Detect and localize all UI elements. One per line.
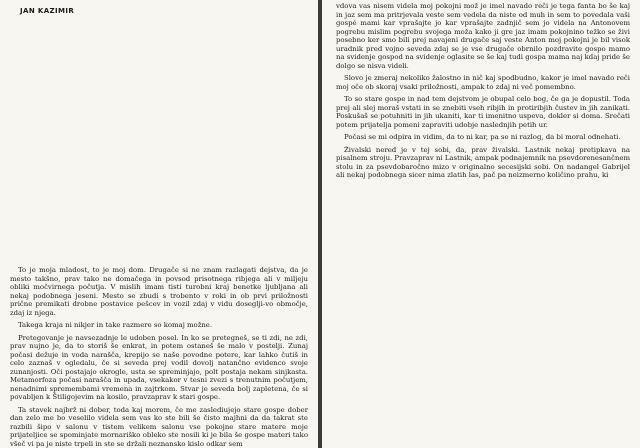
paragraph: Počasi se mi odpira in vidim, da to ni kar, pa se ni razlog, da bi moral odnehati. bbox=[344, 133, 621, 141]
paragraph: To so stare gospe in nad tem dejstvom je obupal celo bog, če ga je dopustil. Toda prej ali slej moraš vstati in se znebiti vseh ribjih in protiribjih čustev in jih zanikati. Poskušaš se potuhniti in jih ukaniti, kar ti imenitno uspeva, dokler si doma. Srečati potem prijatelja pomeni zapraviti udobje naslednjih petih ur. bbox=[336, 95, 630, 129]
paragraph: Živalski nered je v tej sobi, da, prav živalski. Lastnik nekaj pretipkava na pisalnem stroju. Pravzaprav ni Lastnik, ampak podnajemnik na psevdorenesančnem stolu in za psevdobaročno mizo v originalno secesijski sobi. On nadangel Gabrijel ali nekaj podobnega sicer nima zlatih las, pač pa neizmerno količino prahu, ki bbox=[336, 145, 630, 179]
right-page-body bbox=[336, 2, 630, 180]
running-head: JAN KAZIMIR bbox=[20, 7, 75, 15]
left-page bbox=[0, 0, 318, 448]
paragraph: Slovo je zmeraj nekoliko žalostno in nič kaj spodbudno, kakor je imel navado reči moj oče ob skoraj vsaki priložnosti, ampak to zdaj ni več pomembno. bbox=[336, 74, 630, 91]
paragraph: Pretegovanje je navsezadnje le udoben posel. In ko se pretegneš, se ti zdi, ne zdi, prav nujno je, da to storiš še enkrat, in potem ostaneš še malo v postelji. Zunaj počasi dežuje in voda narašča, krepijo se naše povodne potere, kar lahko čutiš in celo zaznaš v ogledalu, če si seveda prej vodil dovolj natančno evidenco svoje zunanjosti. Oči postajajo okrogle, usta se spreminjajo, polt postaja nekam sinjkasta. Metamorfoza počasi narašča in upada, vsekakor v tesni zvezi s trenutnim počutjem, nenadnimi spremembami vremena in zajtrkom. Stvar je seveda bolj zapletena, če si povabljen k Štiligojevim na kosilo, pravzaprav k stari gospe. bbox=[10, 333, 308, 401]
paragraph: To je moja mladost, to je moj dom. Drugače si ne znam razlagati dejstva, da je mesto takšno, prav tako ne domačega in povsod prisotnega ribjega ali v miljeju obliki močvirnega počutja. V mislih imam tisti turobni kraj benetke ljubljana ali nekaj podobnega jeseni. Mesto se zbudi s trobento v roki in ob prvi priložnosti prične premikati drobne postavice pešcev in vozil zdaj v vidu doseglji-vo območje, zdaj iz njega. bbox=[10, 266, 308, 317]
right-page bbox=[322, 0, 640, 448]
paragraph: vdova vas nisem videla moj pokojni mož je imel navado reči je tega fanta bo še kaj in jaz sem ma pritrjevala veste sem vedela da niste od muh in sem to povedala vaši gospé mami kar vprašajte jo kar vprašajte zadnjič sem jo videla na Antonovem pogrebu mislim pogrebu svojega moža kako ji gre jaz imam pokojnino težko se živi posebno ker smo bili prej navajeni drugače saj veste Anton moj pokojni je bil visok uradnik pred vojno seveda zdaj se je vse drugače obrnilo pozdravite gospo mamo na svidenje gospod na svidenje oglasite se še kaj tudi gospa mama naj kdaj pride še dolgo se nisva videli. bbox=[336, 2, 630, 70]
paragraph: Takega kraja ni nikjer in take razmere so komaj možne. bbox=[18, 321, 213, 329]
paragraph: Ta stavek najbrž ni dober, toda kaj morem, če me zaslediujejo stare gospe dober dan zelo me bo veselilo videla sem vas ko ste bili še čisto majhni da da takrat ste razbili šipo v salonu v tistem velikem salonu vse pokojne stare matere moje prijateljice se spominjate mornariško obleko ste nosili ki je bila še gospe materi tako všeč vi pa je niste trpeli in ste se držali neznansko kislo odkar sem bbox=[10, 405, 308, 448]
left-page-body bbox=[10, 266, 308, 448]
